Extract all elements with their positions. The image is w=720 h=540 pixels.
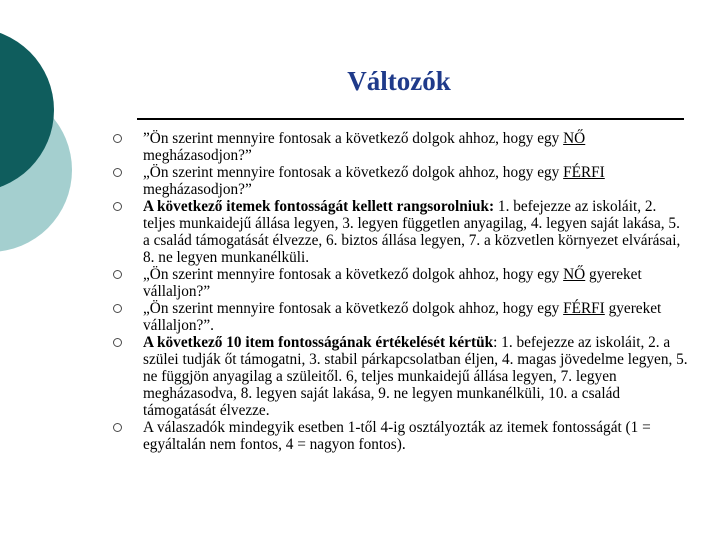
bullet-circle-icon xyxy=(113,168,122,177)
bullet-circle-icon xyxy=(113,134,122,143)
page-title: Változók xyxy=(347,66,451,96)
title-divider xyxy=(137,118,684,120)
decorative-circles xyxy=(0,0,110,300)
bullet-circle-icon xyxy=(113,338,122,347)
list-item: A következő itemek fontosságát kellett rangsorolniuk: 1. befejezze az iskoláit, 2. teljes munkaidejű állása legyen, 3. legyen független anyagilag, 4. legyen saját lakása, 5. a család támogatását élvezze, 6. biztos állása legyen, 7. a közvetlen környezet elvárásai, 8. ne legyen munkanélküli. xyxy=(113,198,688,266)
list-item: „Ön szerint mennyire fontosak a következő dolgok ahhoz, hogy egy FÉRFI megházasodjon?” xyxy=(113,164,688,198)
list-item: A válaszadók mindegyik esetben 1-től 4-ig osztályozták az itemek fontosságát (1 = egyáltalán nem fontos, 4 = nagyon fontos). xyxy=(113,419,688,453)
list-item: „Ön szerint mennyire fontosak a következő dolgok ahhoz, hogy egy NŐ gyereket vállaljon?” xyxy=(113,266,688,300)
bullet-circle-icon xyxy=(113,304,122,313)
list-item: ”Ön szerint mennyire fontosak a következő dolgok ahhoz, hogy egy NŐ megházasodjon?” xyxy=(113,130,688,164)
bullet-list xyxy=(113,130,688,453)
list-item: „Ön szerint mennyire fontosak a következő dolgok ahhoz, hogy egy FÉRFI gyereket vállaljon?”. xyxy=(113,300,688,334)
list-item: A következő 10 item fontosságának értékelését kértük: 1. befejezze az iskoláit, 2. a szülei tudják őt támogatni, 3. stabil párkapcsolatban éljen, 4. magas jövedelme legyen, 5. ne függjön anyagilag a szüleitől. 6, teljes munkaidejű állása legyen, 7. legyen megházasodva, 8. legyen saját lakása, 9. ne legyen munkanélküli, 10. a család támogatását élvezze. xyxy=(113,334,688,419)
bullet-circle-icon xyxy=(113,423,122,432)
bullet-circle-icon xyxy=(113,202,122,211)
bullet-circle-icon xyxy=(113,270,122,279)
